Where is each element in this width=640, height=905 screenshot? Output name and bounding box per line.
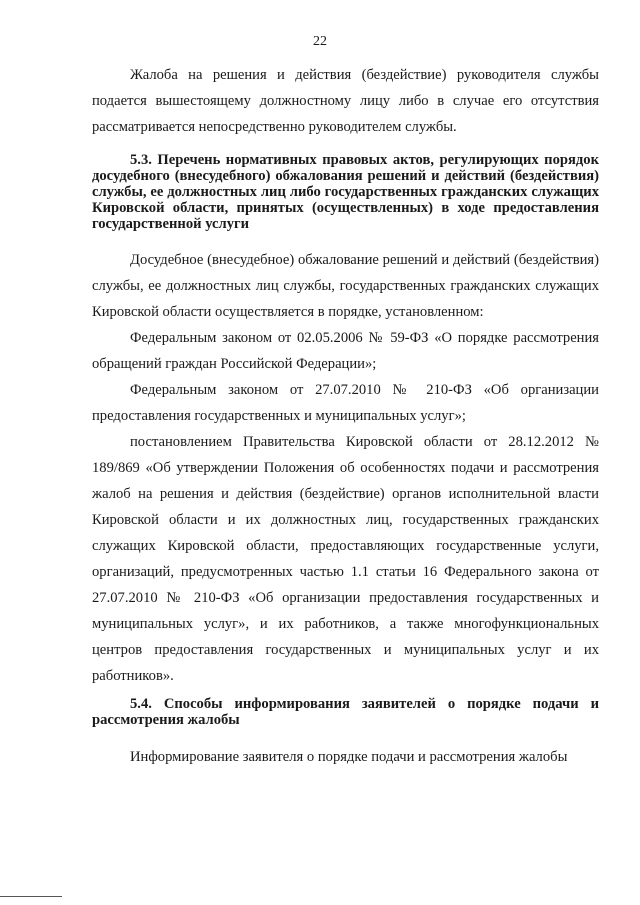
paragraph-resolution: постановлением Правительства Кировской области от 28.12.2012 № 189/869 «Об утверждении Положения об особенностях подачи и рассмотрения жалоб на решения и действия (бездействие) органов исполнительной власти Кировской области и их должностных лиц, государственных гражданских служащих Кировской области, предоставляющих государственные услуги, организаций, предусмотренных частью 1.1 статьи 16 Федерального закона от 27.07.2010 № 210-ФЗ «Об организации предоставления государственных и муниципальных услуг», и их работников, а также многофункциональных центров предоставления государственных и муниципальных услуг и их работников». [92,434,599,684]
paragraph-appeal-intro: Досудебное (внесудебное) обжалование решений и действий (бездействия) службы, ее должностных лиц службы, государственных гражданских служащих Кировской области осуществляется в порядке, установленном: [92,252,599,320]
document-body [92,58,599,770]
footnote-separator [0,896,62,897]
section-heading-5-4: 5.4. Способы информирования заявителей о порядке подачи и рассмотрения жалобы [92,696,599,728]
page-number: 22 [313,34,327,49]
paragraph-complaint-procedure: Жалоба на решения и действия (бездействие) руководителя службы подается вышестоящему должностному лицу либо в случае его отсутствия рассматривается непосредственно руководителем службы. [92,67,599,135]
paragraph-law-59: Федеральным законом от 02.05.2006 № 59-ФЗ «О порядке рассмотрения обращений граждан Российской Федерации»; [92,330,599,372]
section-heading-5-3: 5.3. Перечень нормативных правовых актов, регулирующих порядок досудебного (внесудебного) обжалования решений и действий (бездействия) службы, ее должностных лиц либо государственных гражданских служащих Кировской области, принятых (осуществленных) в ходе предоставления государственной услуги [92,152,599,232]
paragraph-informing: Информирование заявителя о порядке подачи и рассмотрения жалобы [130,749,568,765]
paragraph-law-210: Федеральным законом от 27.07.2010 № 210-ФЗ «Об организации предоставления государственных и муниципальных услуг»; [92,382,599,424]
